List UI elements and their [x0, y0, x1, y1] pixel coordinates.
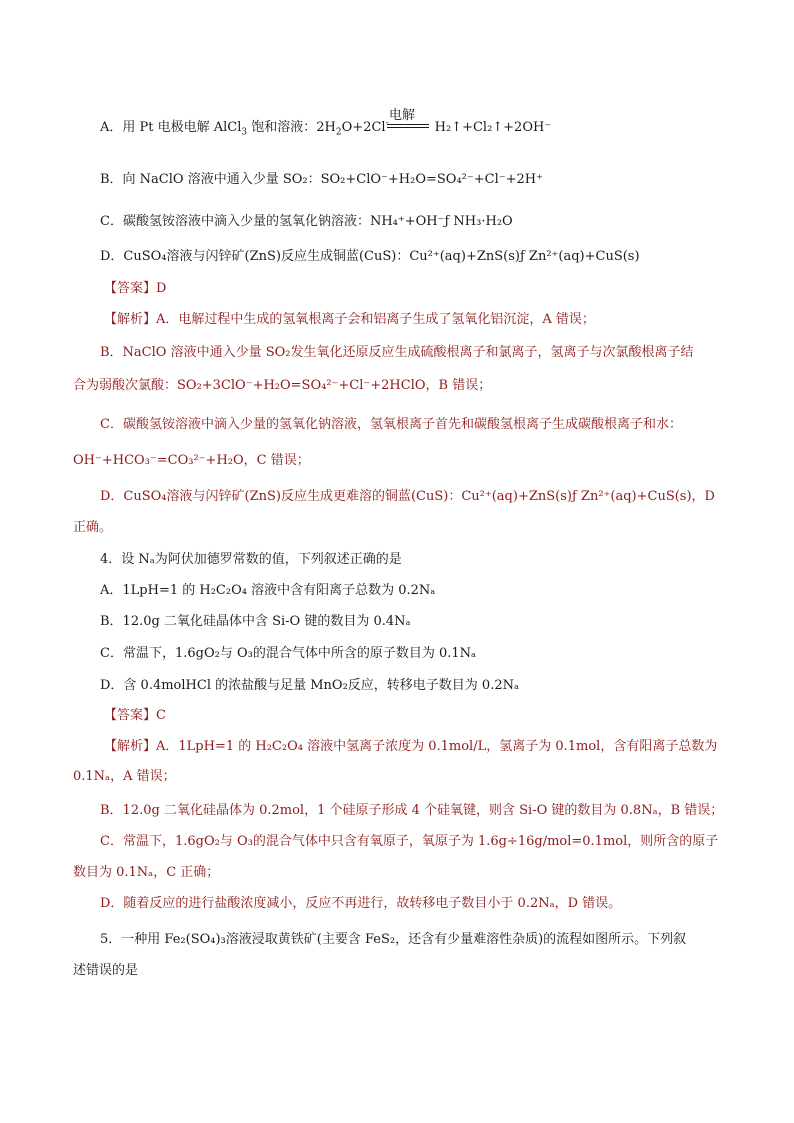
- q4-stem: 4．设 Nₐ为阿伏加德罗常数的值，下列叙述正确的是: [100, 552, 402, 567]
- q3-answer: 【答案】D: [104, 281, 167, 296]
- reaction-arrow: [387, 124, 429, 128]
- q4-analysis-b: B．12.0g 二氧化硅晶体为 0.2mol，1 个硅原子形成 4 个硅氧键，则含 Si-O 键的数目为 0.8Nₐ，B 错误；: [100, 803, 724, 818]
- q3-analysis-d-line2: 正确。: [73, 520, 113, 535]
- q3-option-b: B．向 NaClO 溶液中通入少量 SO₂：SO₂+ClO⁻+H₂O=SO₄²⁻+Cl⁻+2H⁺: [100, 172, 543, 187]
- q4-option-a: A．1LpH=1 的 H₂C₂O₄ 溶液中含有阳离子总数为 0.2Nₐ: [100, 583, 436, 598]
- q4-option-d: D．含 0.4molHCl 的浓盐酸与足量 MnO₂反应，转移电子数目为 0.2Nₐ: [100, 678, 519, 693]
- q4-option-c: C．常温下，1.6gO₂与 O₃的混合气体中所含的原子数目为 0.1Nₐ: [100, 646, 477, 661]
- q3-analysis-b-line2: 合为弱酸次氯酸：SO₂+3ClO⁻+H₂O=SO₄²⁻+Cl⁻+2HClO，B 错误；: [73, 378, 492, 393]
- q3-option-a: A．用 Pt 电极电解 AlCl$_3$ 饱和溶液：$2H_2O+2Cl^-$ H₂↑+Cl₂↑+2OH⁻: [100, 118, 552, 138]
- q3-analysis-a: 【解析】A．电解过程中生成的氢氧根离子会和铝离子生成了氢氧化铝沉淀，A 错误；: [104, 312, 595, 327]
- q4-option-b: B．12.0g 二氧化硅晶体中含 Si-O 键的数目为 0.4Nₐ: [100, 614, 411, 629]
- q3-analysis-b-line1: B．NaClO 溶液中通入少量 SO₂发生氧化还原反应生成硫酸根离子和氯离子，氢离子与次氯酸根离子结: [100, 345, 694, 360]
- q3-option-c: C．碳酸氢铵溶液中滴入少量的氢氧化钠溶液：NH₄⁺+OH⁻ƒ NH₃·H₂O: [100, 214, 513, 229]
- q5-stem-line1: 5．一种用 Fe₂(SO₄)₃溶液浸取黄铁矿(主要含 FeS₂，还含有少量难溶性杂质)的流程如图所示。下列叙: [100, 932, 687, 947]
- q5-stem-line2: 述错误的是: [73, 963, 139, 978]
- q4-analysis-d: D．随着反应的进行盐酸浓度减小，反应不再进行，故转移电子数目小于 0.2Nₐ，D 错误。: [100, 896, 622, 911]
- q3-analysis-c-line1: C．碳酸氢铵溶液中滴入少量的氢氧化钠溶液，氢氧根离子首先和碳酸氢根离子生成碳酸根离子和水：: [100, 417, 682, 432]
- q4-analysis-a-line2: 0.1Nₐ，A 错误；: [73, 769, 176, 784]
- q4-answer: 【答案】C: [104, 708, 166, 723]
- q3-option-d: D．CuSO₄溶液与闪锌矿(ZnS)反应生成铜蓝(CuS)：Cu²⁺(aq)+ZnS(s)ƒ Zn²⁺(aq)+CuS(s): [100, 249, 640, 264]
- q4-analysis-c-line1: C．常温下，1.6gO₂与 O₃的混合气体中只含有氧原子，氧原子为 1.6g÷16g/mol=0.1mol，则所含的原子: [100, 834, 719, 849]
- q4-analysis-c-line2: 数目为 0.1Nₐ，C 正确；: [73, 865, 220, 880]
- q3-analysis-d-line1: D．CuSO₄溶液与闪锌矿(ZnS)反应生成更难溶的铜蓝(CuS)：Cu²⁺(aq)+ZnS(s)ƒ Zn²⁺(aq)+CuS(s)，D: [100, 489, 715, 504]
- q3-analysis-c-line2: OH⁻+HCO₃⁻=CO₃²⁻+H₂O，C 错误；: [73, 453, 310, 468]
- q4-analysis-a-line1: 【解析】A．1LpH=1 的 H₂C₂O₄ 溶液中氢离子浓度为 0.1mol/L，氢离子为 0.1mol，含有阳离子总数为: [104, 739, 718, 754]
- electrolysis-condition: 电解: [389, 108, 416, 123]
